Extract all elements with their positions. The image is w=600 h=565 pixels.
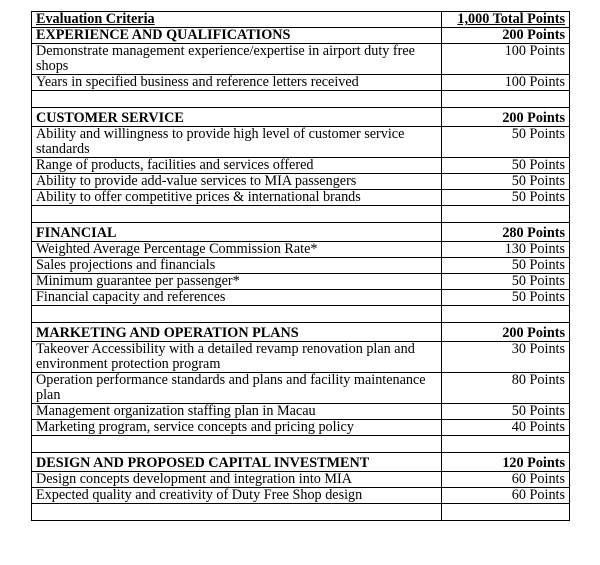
criterion-text: Financial capacity and references	[32, 290, 442, 306]
criterion-text: Takeover Accessibility with a detailed revamp renovation plan and environment protection program	[32, 342, 442, 373]
criterion-points: 130 Points	[442, 242, 570, 258]
criterion-row	[32, 44, 570, 75]
criterion-points: 50 Points	[442, 174, 570, 190]
table-header-row	[32, 12, 570, 28]
criterion-row	[32, 75, 570, 91]
criterion-row	[32, 158, 570, 174]
criterion-points: 100 Points	[442, 44, 570, 75]
section-title: CUSTOMER SERVICE	[32, 108, 442, 127]
criterion-text: Ability to provide add-value services to MIA passengers	[32, 174, 442, 190]
spacer-row	[32, 206, 570, 223]
criterion-points: 50 Points	[442, 290, 570, 306]
criterion-text: Sales projections and financials	[32, 258, 442, 274]
criterion-row	[32, 274, 570, 290]
criterion-points: 50 Points	[442, 274, 570, 290]
section-title: FINANCIAL	[32, 223, 442, 242]
spacer-row	[32, 436, 570, 453]
criterion-points: 50 Points	[442, 158, 570, 174]
spacer-cell	[32, 436, 442, 453]
spacer-row	[32, 91, 570, 108]
section-header-row	[32, 223, 570, 242]
criterion-text: Weighted Average Percentage Commission Rate*	[32, 242, 442, 258]
criterion-text: Management organization staffing plan in Macau	[32, 404, 442, 420]
criterion-points: 60 Points	[442, 472, 570, 488]
criterion-text: Minimum guarantee per passenger*	[32, 274, 442, 290]
criterion-row	[32, 472, 570, 488]
criterion-points: 60 Points	[442, 488, 570, 504]
criterion-text: Range of products, facilities and services offered	[32, 158, 442, 174]
spacer-cell	[32, 504, 442, 521]
criterion-points: 50 Points	[442, 190, 570, 206]
criterion-row	[32, 488, 570, 504]
criterion-row	[32, 258, 570, 274]
section-points: 200 Points	[442, 108, 570, 127]
criterion-row	[32, 373, 570, 404]
criterion-text: Demonstrate management experience/expertise in airport duty free shops	[32, 44, 442, 75]
section-title: MARKETING AND OPERATION PLANS	[32, 323, 442, 342]
spacer-cell	[442, 504, 570, 521]
spacer-cell	[442, 91, 570, 108]
section-points: 280 Points	[442, 223, 570, 242]
spacer-cell	[442, 306, 570, 323]
criterion-points: 50 Points	[442, 404, 570, 420]
section-header-row	[32, 28, 570, 44]
criterion-text: Ability to offer competitive prices & international brands	[32, 190, 442, 206]
criterion-points: 40 Points	[442, 420, 570, 436]
criterion-points: 30 Points	[442, 342, 570, 373]
criterion-points: 50 Points	[442, 258, 570, 274]
criteria-column-header	[32, 12, 442, 28]
section-header-row	[32, 323, 570, 342]
section-header-row	[32, 108, 570, 127]
criterion-points: 80 Points	[442, 373, 570, 404]
spacer-cell	[32, 206, 442, 223]
criteria-header-label: Evaluation Criteria	[36, 11, 155, 27]
criterion-text: Ability and willingness to provide high level of customer service standards	[32, 127, 442, 158]
criterion-row	[32, 290, 570, 306]
spacer-cell	[32, 91, 442, 108]
criterion-row	[32, 404, 570, 420]
evaluation-criteria-table	[31, 11, 570, 521]
spacer-row	[32, 504, 570, 521]
section-points: 200 Points	[442, 28, 570, 44]
section-header-row	[32, 453, 570, 472]
criterion-row	[32, 342, 570, 373]
criterion-text: Expected quality and creativity of Duty Free Shop design	[32, 488, 442, 504]
criterion-points: 100 Points	[442, 75, 570, 91]
spacer-cell	[32, 306, 442, 323]
criterion-row	[32, 242, 570, 258]
spacer-cell	[442, 436, 570, 453]
criterion-row	[32, 420, 570, 436]
criterion-text: Design concepts development and integration into MIA	[32, 472, 442, 488]
section-title: DESIGN AND PROPOSED CAPITAL INVESTMENT	[32, 453, 442, 472]
evaluation-criteria-document	[31, 11, 569, 521]
criterion-row	[32, 174, 570, 190]
criterion-row	[32, 190, 570, 206]
criterion-row	[32, 127, 570, 158]
section-points: 200 Points	[442, 323, 570, 342]
section-title: EXPERIENCE AND QUALIFICATIONS	[32, 28, 442, 44]
total-points-label: 1,000 Total Points	[457, 11, 565, 27]
criterion-text: Operation performance standards and plans and facility maintenance plan	[32, 373, 442, 404]
criterion-text: Marketing program, service concepts and pricing policy	[32, 420, 442, 436]
spacer-cell	[442, 206, 570, 223]
criterion-text: Years in specified business and reference letters received	[32, 75, 442, 91]
spacer-row	[32, 306, 570, 323]
criterion-points: 50 Points	[442, 127, 570, 158]
section-points: 120 Points	[442, 453, 570, 472]
total-points-header	[442, 12, 570, 28]
